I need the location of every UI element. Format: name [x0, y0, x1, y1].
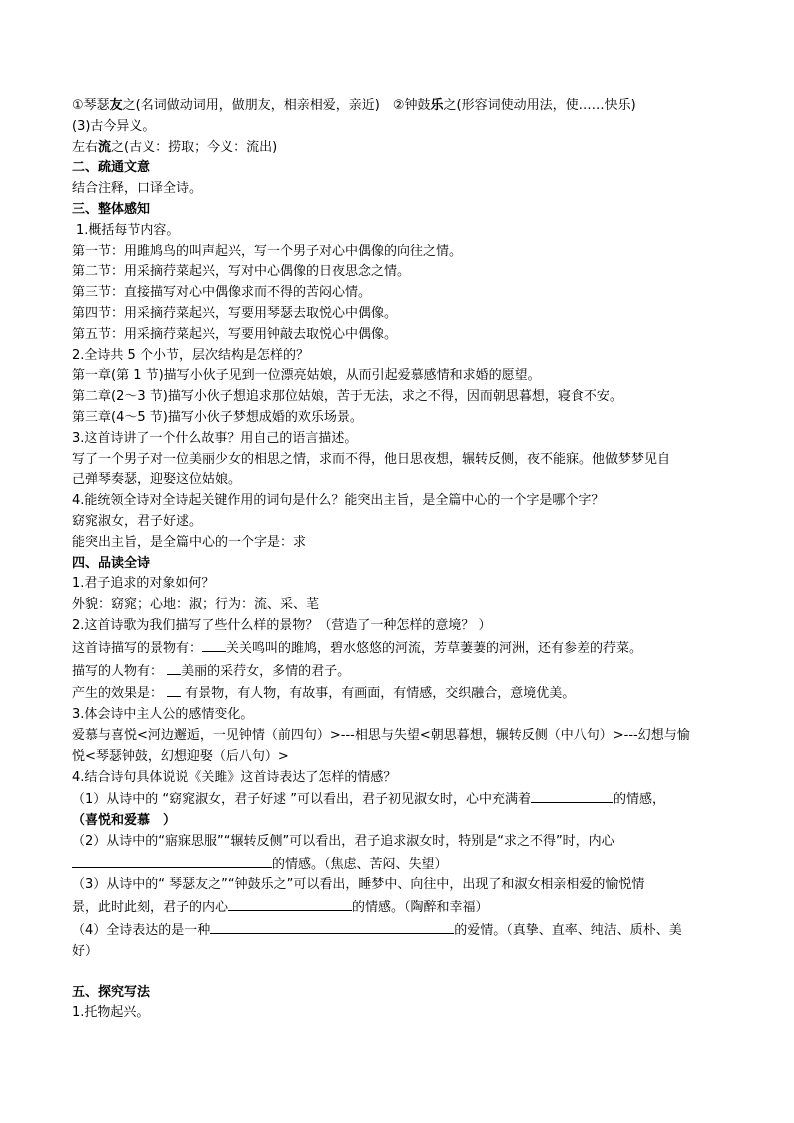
answer-blank[interactable]	[210, 919, 454, 934]
read-q3: 3.体会诗中主人公的感情变化。	[72, 707, 254, 723]
stanza-2: 第二节：用采摘荇菜起兴，写对中心偶像的日夜思念之情。	[72, 264, 411, 280]
question-3: 3.这首诗讲了一个什么故事？用自己的语言描述。	[72, 430, 358, 446]
section-heading-3: 三、整体感知	[72, 201, 151, 217]
question-4: 4.能统领全诗对全诗起关键作用的词句是什么？能突出主旨，是全篇中心的一个字是哪个字？	[72, 493, 605, 509]
read-q4-item-4-cont: 好）	[72, 943, 99, 959]
answer-4-line-1: 窈窕淑女，君子好逑。	[72, 513, 203, 529]
method-1: 1.托物起兴。	[72, 1005, 150, 1021]
document-page	[72, 96, 732, 1024]
read-q4-item-2-cont: 的情感。（焦虑、苦闷、失望）	[72, 853, 732, 876]
line-tongjia: ①琴瑟友之(名词做动词用，做朋友，相亲相爱，亲近) ②钟鼓乐之(形容词使动用法，使……快乐)	[72, 98, 636, 113]
read-a2-effect: 产生的效果是： 有景物，有人物，有故事，有画面，有情感，交织融合，意境优美。	[72, 682, 732, 705]
chapter-3: 第三章(4～5 节)描写小伙子梦想成婚的欢乐场景。	[72, 409, 363, 425]
read-a2-people: 描写的人物有： 美丽的采荇女，多情的君子。	[72, 660, 732, 683]
read-q1: 1.君子追求的对象如何？	[72, 576, 215, 592]
section-heading-2: 二、疏通文意	[72, 160, 151, 176]
section-heading-4: 四、品读全诗	[72, 555, 151, 571]
answer-blank[interactable]	[202, 637, 226, 652]
chapter-1: 第一章(第 1 节)描写小伙子见到一位漂亮姑娘，从而引起爱慕感情和求婚的愿望。	[72, 368, 541, 384]
answer-blank[interactable]	[167, 660, 181, 675]
line-gujin-title: (3)古今异义。	[72, 118, 156, 134]
answer-blank[interactable]	[531, 788, 613, 803]
question-2: 2.全诗共 5 个小节，层次结构是怎样的？	[72, 347, 309, 363]
read-a1: 外貌：窈窕；心地：淑；行为：流、采、芼	[72, 597, 320, 613]
spacer	[72, 963, 732, 983]
line-translate: 结合注释，口译全诗。	[72, 181, 203, 197]
answer-blank[interactable]	[72, 853, 272, 868]
read-a3-line-1: 爱慕与喜悦<河边邂逅，一见钟情（前四句）>---相思与失望<朝思暮想，辗转反侧（中八句）>---幻想与愉	[72, 727, 690, 743]
read-q2: 2.这首诗歌为我们描写了些什么样的景物？（营造了一种怎样的意境？ ）	[72, 617, 492, 633]
read-q4-item-2: （2）从诗中的“寤寐思服”“辗转反侧”可以看出，君子追求淑女时，特别是“求之不得”时，内心	[72, 833, 615, 849]
question-1: 1.概括每节内容。	[76, 222, 180, 238]
read-q4-item-3: （3）从诗中的“ 琴瑟友之”“钟鼓乐之”可以看出，睡梦中、向往中，出现了和淑女相亲相爱的愉悦情	[72, 877, 645, 893]
read-q4: 4.结合诗句具体说说《关雎》这首诗表达了怎样的情感？	[72, 769, 397, 785]
read-a2-scenery: 这首诗描写的景物有： 关关鸣叫的雎鸠，碧水悠悠的河流，芳草萋萋的河洲，还有参差的荇菜。	[72, 637, 732, 660]
answer-blank[interactable]	[228, 896, 352, 911]
answer-3-line-2: 己弹琴奏瑟，迎娶这位姑娘。	[72, 472, 242, 488]
stanza-1: 第一节：用雎鸠鸟的叫声起兴，写一个男子对心中偶像的向往之情。	[72, 243, 463, 259]
read-q4-item-1-answer: （喜悦和爱慕 ）	[72, 813, 177, 829]
read-q4-item-3-cont: 景，此时此刻，君子的内心 的情感。（陶醉和幸福）	[72, 896, 732, 919]
answer-4-line-2: 能突出主旨，是全篇中心的一个字是：求	[72, 534, 307, 550]
read-a3-line-2: 悦<琴瑟钟鼓，幻想迎娶（后八句）>	[72, 748, 289, 764]
read-q4-item-4: （4）全诗表达的是一种 的爱情。（真挚、直率、纯洁、质朴、美	[72, 919, 732, 942]
stanza-5: 第五节：用采摘荇菜起兴，写要用钟敲去取悦心中偶像。	[72, 326, 398, 342]
stanza-3: 第三节：直接描写对心中偶像求而不得的苦闷心情。	[72, 285, 372, 301]
chapter-2: 第二章(2～3 节)描写小伙子想追求那位姑娘，苦于无法，求之不得，因而朝思暮想，寝食不安。	[72, 389, 623, 405]
answer-blank[interactable]	[167, 682, 181, 697]
stanza-4: 第四节：用采摘荇菜起兴，写要用琴瑟去取悦心中偶像。	[72, 305, 398, 321]
section-heading-5: 五、探究写法	[72, 984, 151, 1000]
read-q4-item-1: （1）从诗中的 “窈窕淑女，君子好逑 ”可以看出，君子初见淑女时，心中充满着 的情感，	[72, 788, 732, 811]
answer-3-line-1: 写了一个男子对一位美丽少女的相思之情，求而不得，他日思夜想，辗转反侧，夜不能寐。他做梦梦见自	[72, 451, 671, 467]
line-gujin-example: 左右流之(古义：捞取；今义：流出)	[72, 139, 278, 155]
